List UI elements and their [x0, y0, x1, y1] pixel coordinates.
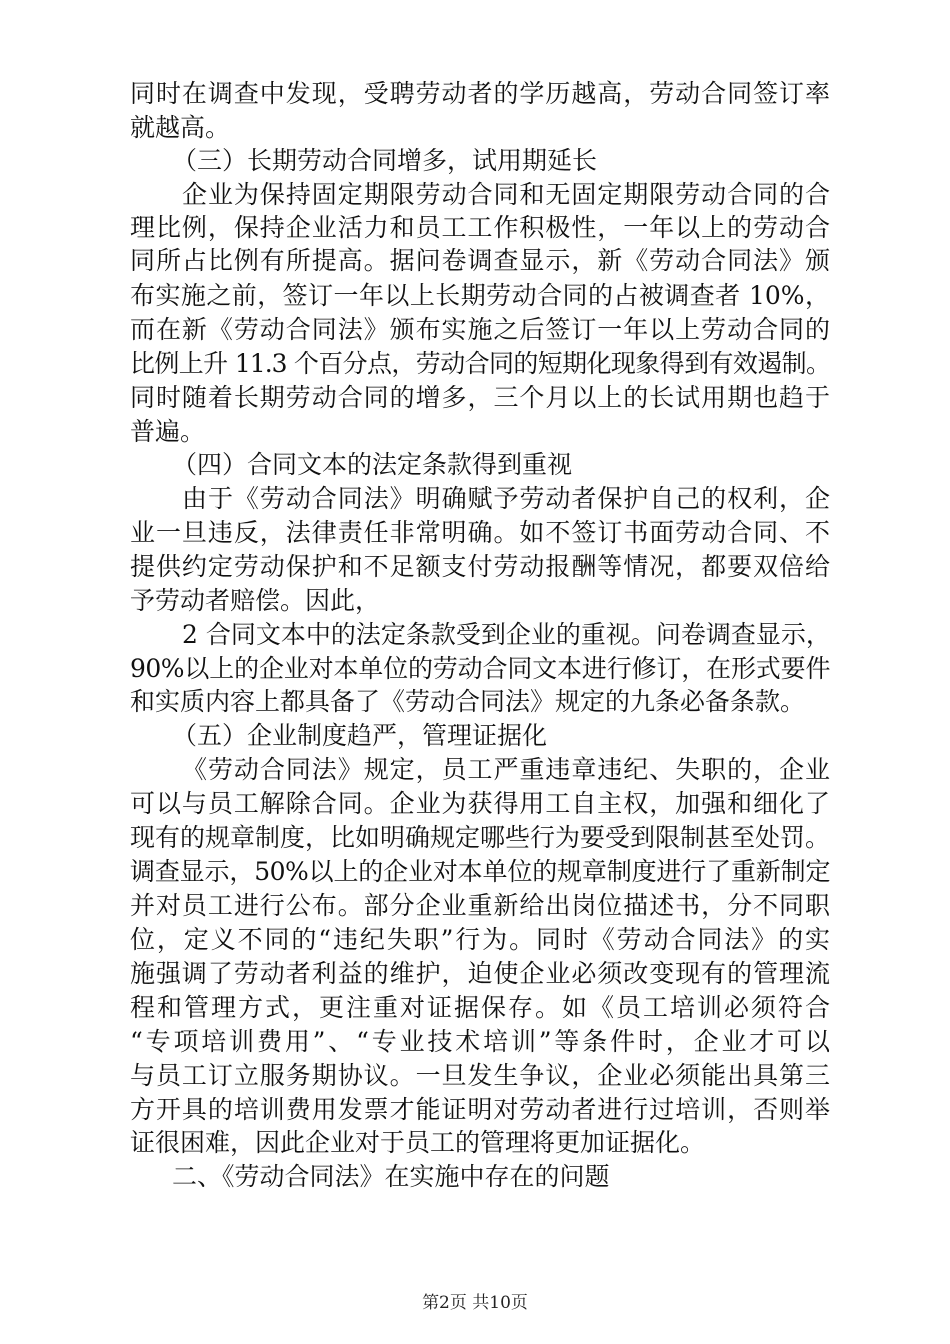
section-heading: （五）企业制度趋严，管理证据化	[172, 721, 548, 750]
text-line: 调查显示，50%以上的企业对本单位的规章制度进行了重新制定	[130, 857, 830, 886]
text-line: 与员工订立服务期协议。一旦发生争议，企业必须能出具第三	[130, 1061, 830, 1090]
section-heading: 二、《劳动合同法》在实施中存在的问题	[172, 1162, 610, 1191]
page-number-footer: 第2页 共10页	[422, 1293, 528, 1313]
text-line: 布实施之前，签订一年以上长期劳动合同的占被调查者 10%，	[130, 281, 830, 310]
text-line: 可以与员工解除合同。企业为获得用工自主权，加强和细化了	[130, 789, 830, 818]
text-line: 现有的规章制度，比如明确规定哪些行为要受到限制甚至处罚。	[130, 823, 831, 852]
text-line: 理比例，保持企业活力和员工工作积极性，一年以上的劳动合	[130, 213, 830, 242]
text-line: 位，定义不同的“违纪失职”行为。同时《劳动合同法》的实	[130, 925, 830, 954]
text-line: 和实质内容上都具备了《劳动合同法》规定的九条必备条款。	[130, 687, 806, 716]
text-line: 同时随着长期劳动合同的增多，三个月以上的长试用期也趋于	[130, 383, 830, 412]
text-line: 90%以上的企业对本单位的劳动合同文本进行修订，在形式要件	[130, 654, 830, 683]
text-line: 予劳动者赔偿。因此，	[130, 586, 381, 615]
text-line: 业一旦违反，法律责任非常明确。如不签订书面劳动合同、不	[130, 518, 830, 547]
text-line: 而在新《劳动合同法》颁布实施之后签订一年以上劳动合同的	[130, 315, 830, 344]
text-line: 同时在调查中发现，受聘劳动者的学历越高，劳动合同签订率	[130, 79, 830, 108]
section-heading: （四）合同文本的法定条款得到重视	[172, 450, 573, 479]
section-heading: （三）长期劳动合同增多，试用期延长	[172, 146, 598, 175]
text-line: 《劳动合同法》规定，员工严重违章违纪、失职的，企业	[182, 755, 830, 784]
text-line: 同所占比例有所提高。据问卷调查显示，新《劳动合同法》颁	[130, 246, 830, 275]
text-line: 提供约定劳动保护和不足额支付劳动报酬等情况，都要双倍给	[130, 552, 830, 581]
text-line: 方开具的培训费用发票才能证明对劳动者进行过培训，否则举	[130, 1095, 830, 1124]
text-line: 2 合同文本中的法定条款受到企业的重视。问卷调查显示，	[182, 620, 831, 649]
text-line: “专项培训费用”、“专业技术培训”等条件时，企业才可以	[130, 1027, 830, 1056]
text-line: 就越高。	[130, 113, 231, 142]
text-line: 程和管理方式，更注重对证据保存。如《员工培训必须符合	[130, 993, 830, 1022]
text-line: 企业为保持固定期限劳动合同和无固定期限劳动合同的合	[182, 180, 830, 209]
text-line: 比例上升 11.3 个百分点，劳动合同的短期化现象得到有效遏制。	[130, 349, 830, 378]
text-line: 证很困难，因此企业对于员工的管理将更加证据化。	[130, 1128, 706, 1157]
text-line: 普遍。	[130, 417, 206, 446]
text-line: 施强调了劳动者利益的维护，迫使企业必须改变现有的管理流	[130, 959, 830, 988]
text-line: 并对员工进行公布。部分企业重新给出岗位描述书，分不同职	[130, 891, 830, 920]
text-line: 由于《劳动合同法》明确赋予劳动者保护自己的权利，企	[182, 484, 830, 513]
